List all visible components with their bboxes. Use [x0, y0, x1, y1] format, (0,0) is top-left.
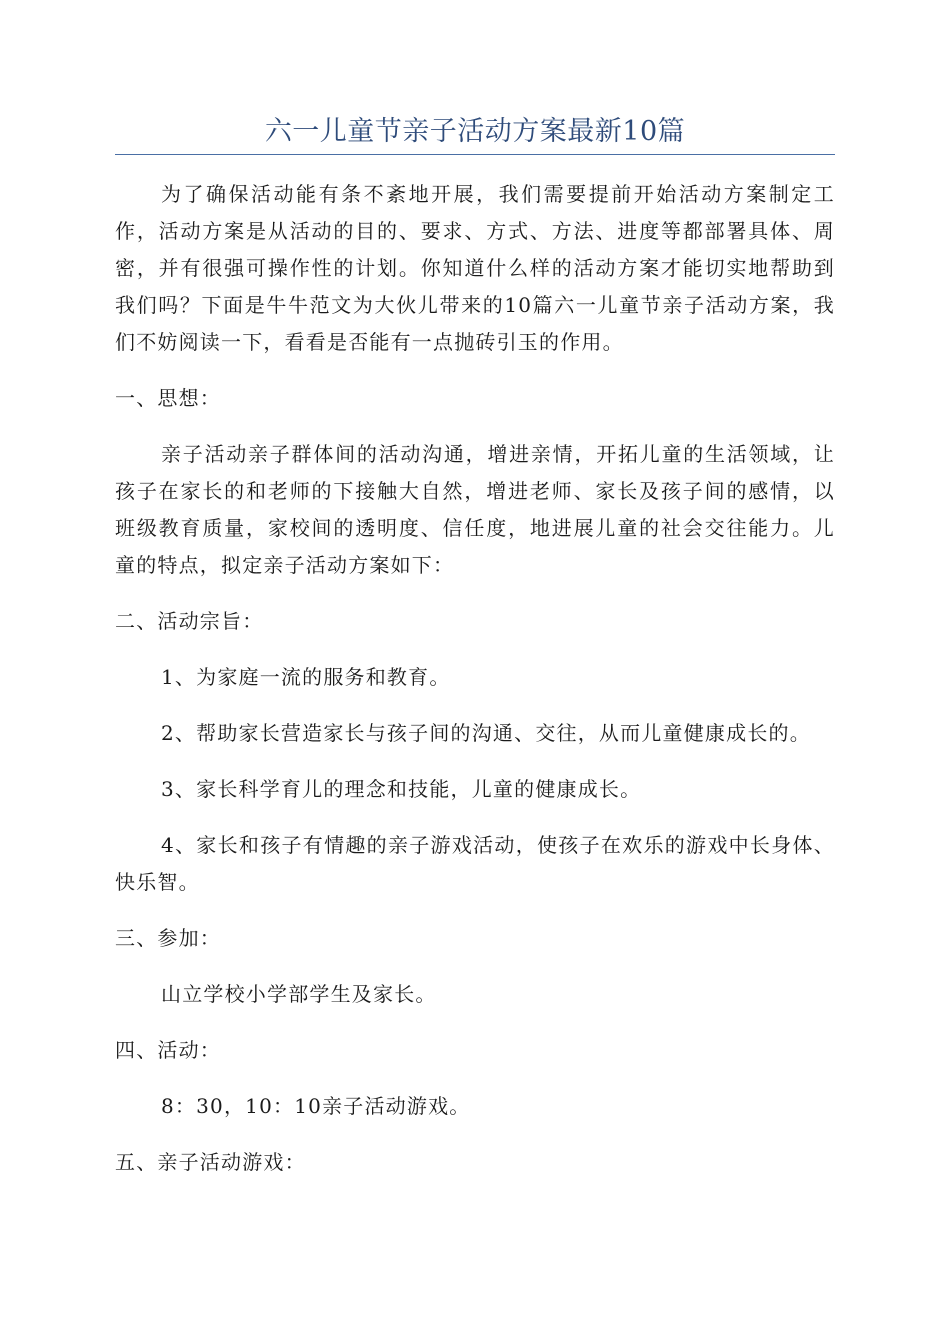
section-1-paragraph: 亲子活动亲子群体间的活动沟通，增进亲情，开拓儿童的生活领域，让孩子在家长的和老师的下接触大自然，增进老师、家长及孩子间的感情，以班级教育质量，家校间的透明度、信任度，地进展儿童的社会交往能力。儿童的特点，拟定亲子活动方案如下：: [115, 442, 835, 577]
document-body: [115, 176, 835, 1181]
section-heading-2: 二、活动宗旨：: [115, 609, 264, 633]
title-underline: [115, 154, 835, 155]
section-2-item-3: 3、家长科学育儿的理念和技能，儿童的健康成长。: [161, 777, 642, 801]
section-heading-1: 一、思想：: [115, 386, 221, 410]
section-heading-3: 三、参加：: [115, 926, 221, 950]
section-heading-4: 四、活动：: [115, 1038, 221, 1062]
section-4-paragraph: 8：30，10：10亲子活动游戏。: [161, 1094, 471, 1118]
section-heading-5: 五、亲子活动游戏：: [115, 1150, 306, 1174]
document-title: 六一儿童节亲子活动方案最新10篇: [264, 116, 686, 147]
section-2-item-4: 4、家长和孩子有情趣的亲子游戏活动，使孩子在欢乐的游戏中长身体、快乐智。: [115, 833, 835, 894]
section-3-paragraph: 山立学校小学部学生及家长。: [161, 982, 437, 1006]
section-2-item-2: 2、帮助家长营造家长与孩子间的沟通、交往，从而儿童健康成长的。: [161, 721, 811, 745]
section-2-item-1: 1、为家庭一流的服务和教育。: [161, 665, 451, 689]
intro-paragraph: 为了确保活动能有条不紊地开展，我们需要提前开始活动方案制定工作，活动方案是从活动的目的、要求、方式、方法、进度等都部署具体、周密，并有很强可操作性的计划。你知道什么样的活动方案才能切实地帮助到我们吗？下面是牛牛范文为大伙儿带来的10篇六一儿童节亲子活动方案，我们不妨阅读一下，看看是否能有一点抛砖引玉的作用。: [115, 182, 835, 354]
